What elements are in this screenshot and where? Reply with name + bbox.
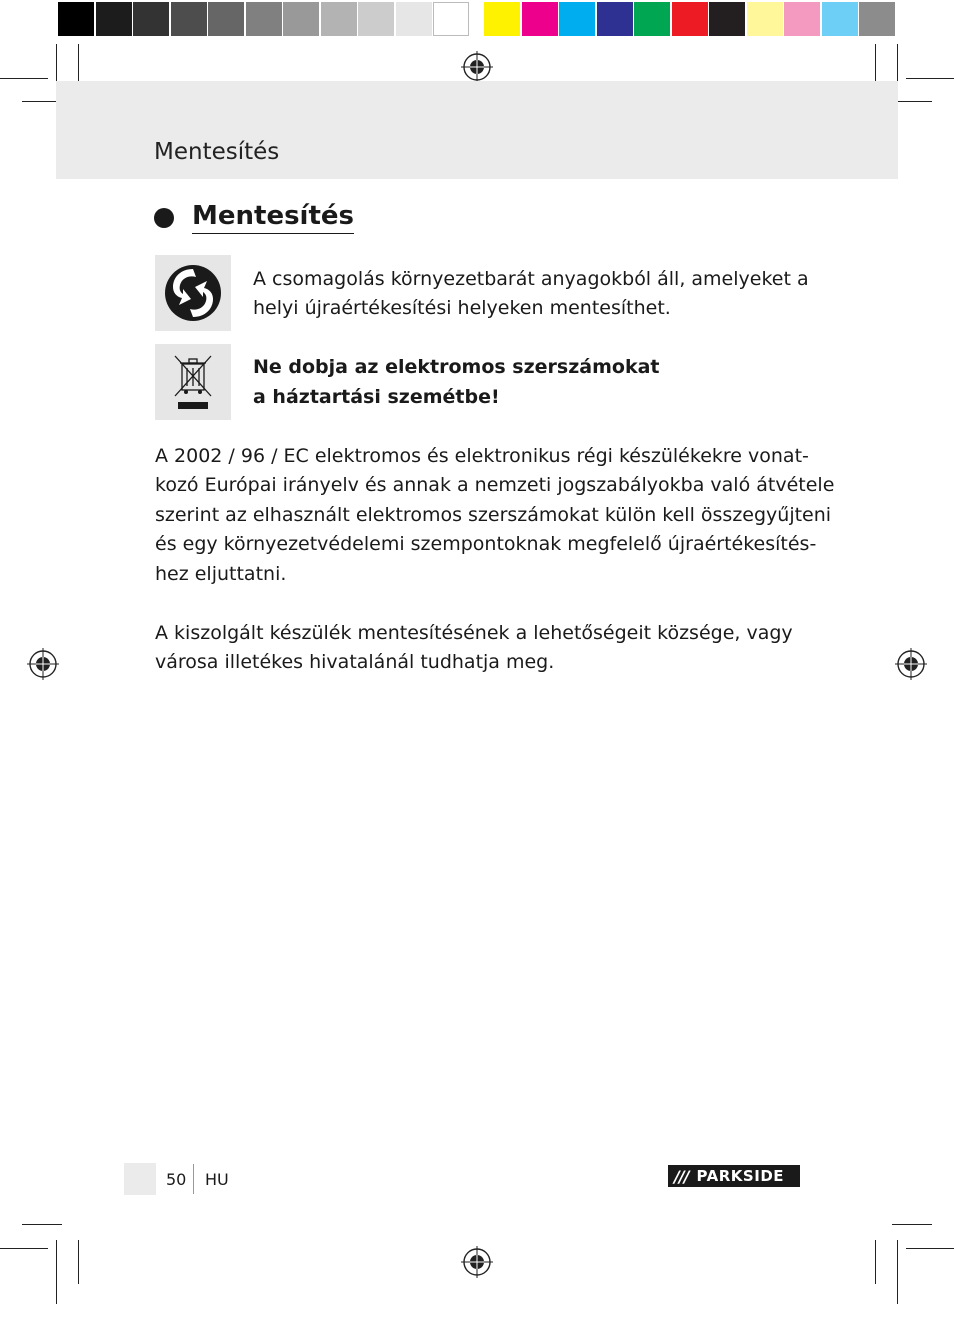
crop-mark [22,1224,62,1225]
color-swatch [559,2,595,36]
color-swatch [784,2,820,36]
brand-slashes: /// [674,1166,689,1186]
crossed-bin-icon-box [155,344,231,420]
crop-mark [56,1240,57,1304]
crop-mark [78,1240,79,1284]
bullet-icon [154,208,174,228]
registration-mark-icon [27,648,59,680]
crop-mark [906,78,954,79]
color-swatch [709,2,745,36]
section-heading [154,201,354,234]
crop-mark [892,1224,932,1225]
directive-paragraph-line-3: szerint az elhasznált elektromos szerszámokat külön kell összegyűjteni [155,504,832,526]
recycle-note-line-2: helyi újraértékesítési helyeken mentesíthet. [253,297,671,319]
recycle-note-line-1: A csomagolás környezetbarát anyagokból áll, amelyeket a [253,268,809,290]
brand-logo [668,1165,800,1187]
color-swatch [484,2,520,36]
color-swatch [672,2,708,36]
brand-name: PARKSIDE [696,1167,785,1185]
recycle-icon [155,255,231,331]
color-swatch [859,2,895,36]
crop-mark [906,1248,954,1249]
color-swatch [597,2,633,36]
color-swatch [358,2,394,36]
footer-divider [193,1164,194,1194]
recycle-icon-box [155,255,231,331]
weee-warning-line-2: a háztartási szemétbe! [253,386,500,408]
registration-mark-icon [461,1246,493,1278]
crop-mark [875,1240,876,1284]
disposal-info-line-2: városa illetékes hivatalánál tudhatja meg. [155,651,555,673]
weee-warning-line-1: Ne dobja az elektromos szerszámokat [253,356,660,378]
color-swatch [96,2,132,36]
color-swatch [133,2,169,36]
directive-paragraph-line-5: hez eljuttatni. [155,563,287,585]
crop-mark [892,101,932,102]
section-title: Mentesítés [192,201,354,234]
gray-calibration-bar [58,0,471,38]
disposal-info-line-1: A kiszolgált készülék mentesítésének a lehetőségeit községe, vagy [155,622,793,644]
language-code: HU [205,1170,229,1189]
color-swatch [58,2,94,36]
directive-paragraph-line-2: kozó Európai irányelv és annak a nemzeti jogszabályokba való átvétele [155,474,835,496]
color-calibration-bar [484,0,897,38]
directive-paragraph-line-4: és egy környezetvédelemi szempontoknak megfelelő újraértékesítés- [155,533,817,555]
directive-paragraph-line-1: A 2002 / 96 / EC elektromos és elektronikus régi készülékekre vonat- [155,445,809,467]
registration-mark-icon [461,51,493,83]
color-swatch [396,2,432,36]
color-swatch [246,2,282,36]
color-swatch [171,2,207,36]
color-swatch [321,2,357,36]
color-swatch [208,2,244,36]
color-swatch [283,2,319,36]
page-number: 50 [166,1170,187,1189]
crossed-bin-icon [155,344,231,420]
color-swatch [747,2,783,36]
crop-mark [0,78,48,79]
color-swatch [522,2,558,36]
color-swatch [433,2,469,36]
color-swatch [822,2,858,36]
crop-mark [897,1240,898,1304]
footer-box [124,1163,156,1195]
color-swatch [634,2,670,36]
crop-mark [0,1248,48,1249]
registration-mark-icon [895,648,927,680]
page-header-title: Mentesítés [154,139,280,165]
